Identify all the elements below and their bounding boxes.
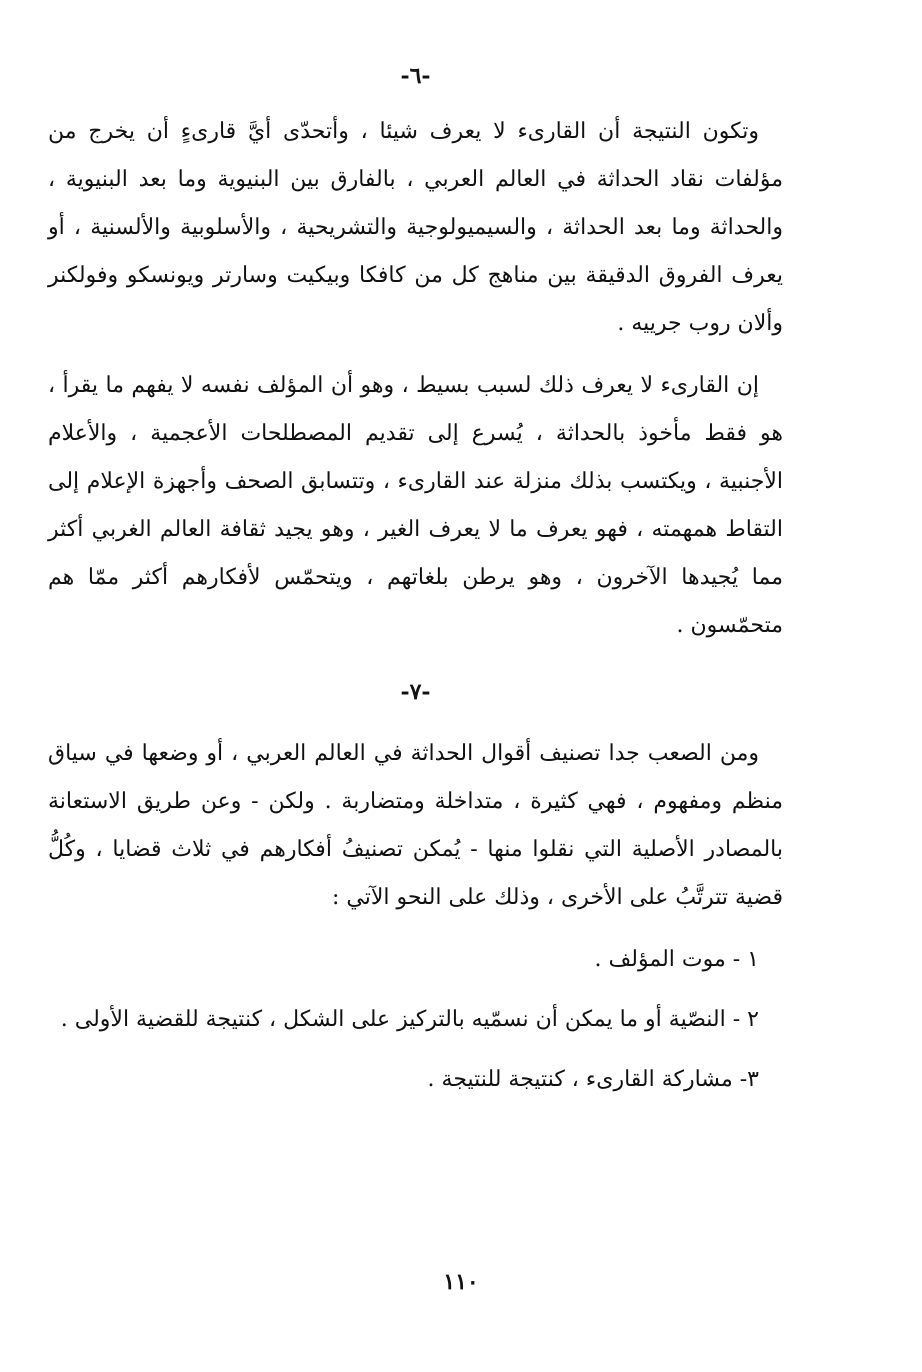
paragraph-1: وتكون النتيجة أن القارىء لا يعرف شيئا ، وأتحدّى أيَّ قارىءٍ أن يخرج من مؤلفات نقاد الحداثة في العالم العربي ، بالفارق بين البنيوية وما بعد البنيوية ، والحداثة وما بعد الحداثة ، والسيميولوجية والتشريحية ، والأسلوبية والألسنية ، أو يعرف الفروق الدقيقة بين مناهج كل من كافكا وبيكيت وسارتر ويونسكو وفولكنر وألان روب جرييه . <box>48 119 783 336</box>
paragraph-3: ومن الصعب جدا تصنيف أقوال الحداثة في العالم العربي ، أو وضعها في سياق منظم ومفهوم ، فهي كثيرة ، متداخلة ومتضاربة . ولكن - وعن طريق الاستعانة بالمصادر الأصلية التي نقلوا منها - يُمكن تصنيفُ أفكارهم في ثلاث قضايا ، وكُلُّ قضية تترتَّبُ على الأخرى ، وذلك على النحو الآتي : <box>48 741 783 910</box>
page-content <box>48 52 783 1116</box>
section-number-6: -٦- <box>400 63 431 89</box>
list-item-3: ٣- مشاركة القارىء ، كنتيجة للنتيجة . <box>427 1067 759 1092</box>
paragraph-2: إن القارىء لا يعرف ذلك لسبب بسيط ، وهو أن المؤلف نفسه لا يفهم ما يقرأ ، هو فقط مأخوذ بالحداثة ، يُسرع إلى تقديم المصطلحات الأعجمية ، والأعلام الأجنبية ، ويكتسب بذلك منزلة عند القارىء ، وتتسابق الصحف وأجهزة الإعلام إلى التقاط همهمته ، فهو يعرف ما لا يعرف الغير ، وهو يجيد ثقافة العالم الغربي أكثر مما يُجيدها الآخرون ، وهو يرطن بلغاتهم ، ويتحمّس لأفكارهم أكثر ممّا هم متحمّسون . <box>48 373 783 638</box>
list-item-2: ٢ - النصّية أو ما يمكن أن نسمّيه بالتركيز على الشكل ، كنتيجة للقضية الأولى . <box>60 1007 759 1032</box>
section-number-7: -٧- <box>400 679 431 705</box>
page-number: ١١٠ <box>443 1269 479 1295</box>
list-item-1: ١ - موت المؤلف . <box>594 947 759 972</box>
